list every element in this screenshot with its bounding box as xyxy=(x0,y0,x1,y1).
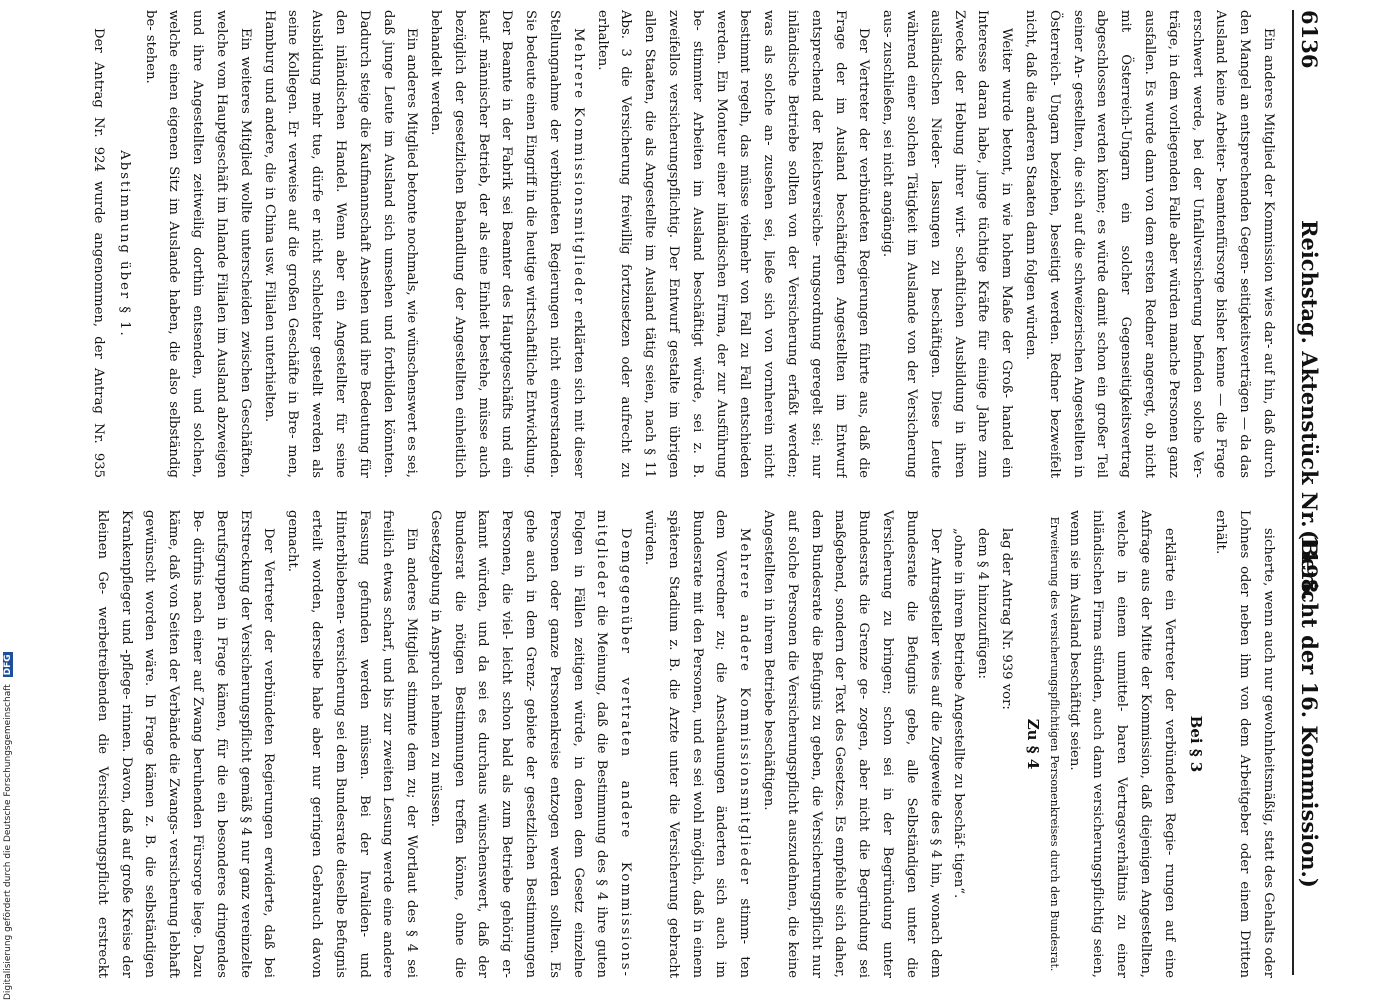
section-heading: Zu § 4 xyxy=(1023,718,1042,770)
paragraph-body: erklärten sich mit dieser Stellungnahme der verbündeten Regierungen nicht einverstanden. Sie bedeute einen Eingriff in die heutige wirtschaftliche Entwicklung. Der Beamte in der Fabrik sei Beamter des Hauptgeschäfts und ein kauf- männischer Betrieb, der als eine Einheit bestehe, müsse auch bezüglich der gesetzlichen Behandlung der Angestellten einheitlich behandelt werden. xyxy=(428,10,586,478)
paragraph-body: die Meinung, daß die Bestimmung des § 4 ihre guten Folgen in Fällen zeitigen würde, in denen dem Gesetz einzelne Personen oder ganze Personenkreise entzogen werden sollten. Es gehe auch in dem Grenz- gebiete der gesetzlichen Bestimmungen Personen, die viel- leicht schon bald als zum Betriebe gehörig er- kannt würden, und da sei es durchaus wünschenswert, daß der Bundesrat die nötigen Bestimmungen treffen könne, ohne die Gesetzgebung in Anspruch nehmen zu müssen. xyxy=(427,510,610,978)
paragraph: Ein anderes Mitglied betonte nochmals, wie wünschenswert es sei, daß junge Leute im Ausland sich umsehen und fortbilden könnten. Dadurch steige die Kaufmannschaft Ansehen und ihre Bedeutung für den inländischen Handel. Wenn aber ein Angestellter für seine Ausbildung mehr tue, dürfe er nicht schlechter gestellt werden als seine Kollegen. Er verweise auf die großen Geschäfte in Bre- men, Hamburg und andere, die in China usw. Filialen unterhielten. xyxy=(261,10,420,478)
paragraph-lead: Demgegenüber vertraten andere Kommissions- mitglieder xyxy=(594,510,634,978)
report-title: (Bericht der 16. Kommission.) xyxy=(1297,530,1322,888)
paragraph: erklärte ein Vertreter der verbündeten Regie- rungen auf eine Anfrage aus der Mitte der Kommission, daß diejenigen Angestellten, welche in einem unmittel- baren Vertragsverhältnis zu einer inländischen Firma stünden, auch dann versicherungspflichtig seien, wenn sie im Ausland beschäftigt seien. xyxy=(1066,510,1177,978)
page-header xyxy=(1292,10,1328,975)
quoted-text: „ohne in ihrem Betriebe Angestellte zu beschäf- tigen“. xyxy=(951,528,967,899)
digitization-footer xyxy=(3,652,13,1000)
paragraph: Der Vertreter der verbündeten Regierungen führte aus, daß die Frage der im Ausland beschäftigten Angestellten im Entwurf entsprechend der Reichsversiche- rungsordnung geregelt sei; nur inländische Betriebe sollten von der Versicherung erfaßt werden; was als solche an- zusehen sei, ließe sich von vornherein nicht bestimmt regeln, das müsse vielmehr von Fall zu Fall entschieden werden. Ein Monteur einer inländischen Firma, der zur Ausführung be- stimmter Arbeiten im Ausland beschäftigt würde, sei z. B. zweifellos versicherungspflichtig. Der Entwurf gestalte im übrigen allen Staaten, die als Angestellte im Ausland tätig seien, nach § 11 Abs. 3 die Versicherung freiwillig fortzusetzen oder aufrecht zu erhalten. xyxy=(594,10,872,478)
paragraph: lag der Antrag Nr. 939 vor: xyxy=(999,528,1015,710)
paragraph: Ein anderes Mitglied der Kommission wies dar- auf hin, daß durch den Mangel an entsprechenden Gegen- seitigkeitsverträgen — da das Ausland keine Arbeiter- beamtenfürsorge bisher kenne — die Frage erschwert werde, bei der Unfallversicherung befinden solche Ver- träge, in dem vorliegenden Falle aber würden manche Personen ganz ausfallen. Es wurde dann von dem ersten Redner angeregt, ob nicht mit Österreich-Ungarn ein solcher Gegenseitigkeitsvertrag abgeschlossen werden könne; es würde damit schon ein großer Teil seiner An- gestellten, die sich auf die schweizerischen Angestellten in Österreich- Ungarn beziehen, beseitigt werden. Redner bezweifelt nicht, daß die anderen Staaten dann folgen würden. xyxy=(1023,10,1276,478)
dfg-logo: DFG xyxy=(3,654,13,676)
paragraph xyxy=(637,510,756,978)
paragraph-body: stimm- ten dem Vorredner zu; die Anschauungen änderten sich auch im Bundesrate mit den Personen, und es sei wohl möglich, daß in einem späteren Stadium z. B. die Arzte unter die Versicherung gebracht würden. xyxy=(642,510,753,978)
paragraph-lead: Mehrere andere Kommissionsmitglieder xyxy=(737,528,753,887)
paragraph: Ein weiteres Mitglied wollte unterscheiden zwischen Geschäften, welche vom Hauptgeschäft im Inlande Filialen im Ausland abzweigen und ihre Angestellten zeitweilig dorthin entsenden, und solchen, welche einen eigenen Sitz im Auslande haben, die also selbständig be- stehen. xyxy=(142,10,253,478)
paragraph: Der Vertreter der verbündeten Regierungen erwiderte, daß bei Erstreckung der Versicherungspflicht gemäß § 4 nur ganz vereinzelte Berufsgruppen in Frage kämen, für die ein besonderes dringendes Be- dürfnis nach einer auf Zwang beruhenden Fürsorge liege. Dazu käme, daß von Seiten der Verbände die Zwangs- versicherung lebhaft gewünscht worden wäre. In Frage kämen z. B. die selbständigen Krankenpfleger und -pflege- rinnen. Davon, daß auf große Kreise der kleinen Ge- werbetreibenden die Versicherungspflicht erstreckt xyxy=(94,510,277,978)
text-columns xyxy=(90,10,1280,980)
footer-text: Digitalisierung gefördert durch die Deutsche Forschungsgemeinschaft xyxy=(3,684,13,1000)
paragraph-lead: Mehrere Kommissionsmitglieder xyxy=(570,28,586,306)
subheading: Erweiterung des versicherungspflichtigen Personenkreises durch den Bundesrat. xyxy=(1047,516,1061,972)
rotated-page xyxy=(50,10,1350,985)
left-column xyxy=(90,10,1280,478)
paragraph xyxy=(423,510,637,978)
paragraph: Weiter wurde betont, in wie hohem Maße der Groß- handel ein Interesse daran habe, junge tüchtige Kräfte für einige Jahre zum Zwecke der Hebung ihrer wirt- schaftlichen Ausbildung in ihren ausländischen Nieder- lassungen zu beschäftigen. Diese Leute während einer solchen Tätigkeit im Auslande von der Versicherung aus- zuschließen, sei nicht angängig. xyxy=(880,10,1015,478)
vote-heading: Abstimmung über § 1. xyxy=(116,150,132,338)
page-number: 6136 xyxy=(1297,10,1322,69)
quoted-text: sicherte, wenn auch nur gewohnheitsmäßig, statt des Gehalts oder Lohnes oder neben ihm von dem Arbeitgeber oder einem Dritten erhält. xyxy=(1213,510,1276,978)
paragraph: Der Antragsteller wies auf die Zugeweite des § 4 hin, wonach dem Bundesrate die Befugnis gebe, alle Selbständigen unter die Versicherung zu bringen; schon sei in der Begründung unter Bundesrats die Grenze ge- zogen, aber nicht die Begründung sei maßgebend, sondern der Text des Gesetzes. Es empfehle sich daher, dem Bundesrate die Befugnis zu geben, die Versicherungspflicht nur auf solche Personen die Versicherungspflicht auszudehnen, die keine Angestellten in ihrem Betriebe beschäftigen. xyxy=(761,510,943,978)
paragraph xyxy=(423,10,590,478)
paragraph: dem § 4 hinzuzufügen: xyxy=(975,528,991,679)
paragraph: Der Antrag Nr. 924 wurde angenommen, der Antrag Nr. 935 xyxy=(90,28,106,478)
section-heading: Bei § 3 xyxy=(1186,715,1205,773)
paragraph: Ein anderes Mitglied stimmte dem zu; der Wortlaut des § 4 sei freilich etwas scharf, und bis zur zweiten Lesung werde eine andere Fassung gefunden werden müssen. Bei der Invaliden- und Hinterbliebenen- versicherung sei dem Bundesrate dieselbe Befugnis erteilt worden, derselbe habe aber nur geringen Gebrauch davon gemacht. xyxy=(285,510,420,978)
right-column xyxy=(90,510,1280,978)
document-title: Reichstag. Aktenstück Nr. 1198. xyxy=(1297,220,1322,601)
